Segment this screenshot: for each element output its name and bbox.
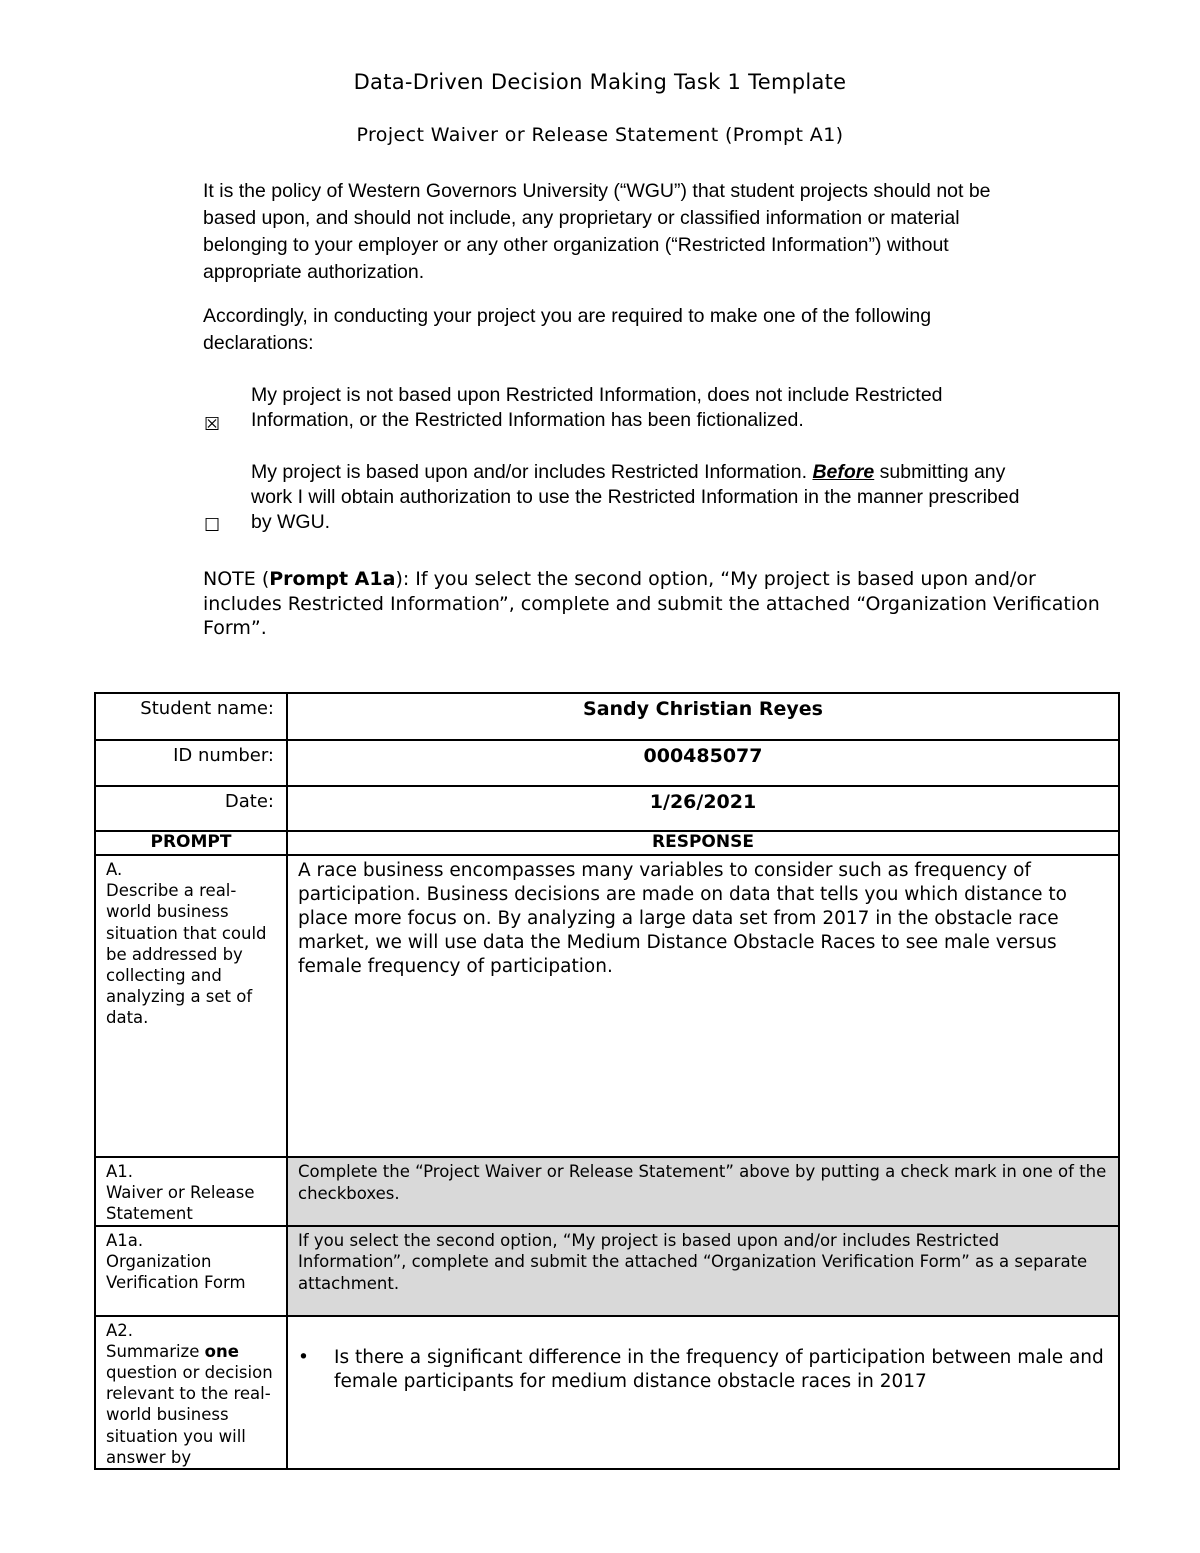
list-item [298,1346,1108,1394]
id-number-row [95,740,1119,786]
note-prompt: Prompt A1a [269,568,396,590]
note-body: ): If you select the second option, “My project is based upon and/or includes Restricted Information”, complete and submit the attached “Organization Verification Form”. [203,568,1100,639]
bullet-text: Is there a significant difference in the frequency of participation between male and female participants for medium distance obstacle races in 2017 [334,1346,1104,1392]
response-cell-a1: Complete the “Project Waiver or Release Statement” above by putting a check mark in one of the checkboxes. [287,1157,1119,1226]
option2-text [251,460,1031,535]
subtitle-text: Project Waiver or Release Statement (Prompt A1) [356,124,844,146]
table-row [95,1316,1119,1469]
date-row [95,786,1119,831]
response-header: RESPONSE [287,831,1119,855]
document-title: Data-Driven Decision Making Task 1 Template [353,70,847,94]
prompt-cell-a1 [95,1157,287,1226]
bullet-icon: • [298,1346,309,1368]
section-subtitle [0,124,1200,146]
option2-emphasis: Before [812,461,875,483]
prompt-code: A. [106,860,123,879]
option2-text-start: My project is based upon and/or includes Restricted Information. [251,461,813,483]
prompt-text-start: Summarize [106,1341,205,1361]
prompt-text-end: question or decision relevant to the real-world business situation you will answer by [106,1363,273,1467]
prompt-cell-a1a [95,1226,287,1316]
prompt-code: A1a. [106,1230,144,1250]
prompt-emphasis: one [204,1341,239,1361]
option1-checkbox-checked[interactable]: ☒ [204,414,221,435]
table-row [95,1226,1119,1316]
response-cell-a1a: If you select the second option, “My project is based upon and/or includes Restricted Information”, complete and submit the attached “Organization Verification Form” as a separate attachment. [287,1226,1119,1316]
prompt-code: A2. [106,1320,134,1340]
id-number-label: ID number: [95,740,287,786]
prompt-text [106,1341,280,1468]
student-name-value: Sandy Christian Reyes [287,693,1119,740]
option2-text-end: submitting any work I will obtain authorization to use the Restricted Information in the manner prescribed by WGU. [251,461,1020,533]
date-value: 1/26/2021 [287,786,1119,831]
prompt-cell-a [95,855,287,1157]
option2-checkbox[interactable]: ☐ [204,515,221,536]
date-label: Date: [95,786,287,831]
prompt-text: Describe a real-world business situation that could be addressed by collecting and analyzing a set of data. [106,881,267,1028]
note-paragraph [203,567,1103,641]
prompt-text: Organization Verification Form [106,1251,246,1293]
id-number-value: 000485077 [287,740,1119,786]
student-name-label: Student name: [95,693,287,740]
note-prefix: NOTE ( [203,568,270,590]
declaration-intro: Accordingly, in conducting your project you are required to make one of the following declarations: [203,305,932,354]
table-row [95,1157,1119,1226]
prompt-header: PROMPT [95,831,287,855]
table-row [95,855,1119,1157]
table-header-row [95,831,1119,855]
student-name-row [95,693,1119,740]
response-cell-a2[interactable] [287,1316,1119,1469]
prompt-cell-a2 [95,1316,287,1469]
policy-paragraph: It is the policy of Western Governors University (“WGU”) that student projects should not be based upon, and should not include, any proprietary or classified information or material belonging to your employer or any other organization (“Restricted Information”) without appropriate authorization. [203,180,991,283]
response-cell-a[interactable]: A race business encompasses many variables to consider such as frequency of participation. Business decisions are made on data that tells you which distance to place more focus on. By analyzing a large data set from 2017 in the obstacle race market, we will use data the Medium Distance Obstacle Races to see male versus female frequency of participation. [287,855,1119,1157]
student-task-table [94,692,1120,1470]
prompt-code: A1. [106,1162,134,1181]
prompt-text: Waiver or Release Statement [106,1183,255,1224]
option1-text: My project is not based upon Restricted Information, does not include Restricted Information, or the Restricted Information has been fictionalized. [251,384,943,431]
